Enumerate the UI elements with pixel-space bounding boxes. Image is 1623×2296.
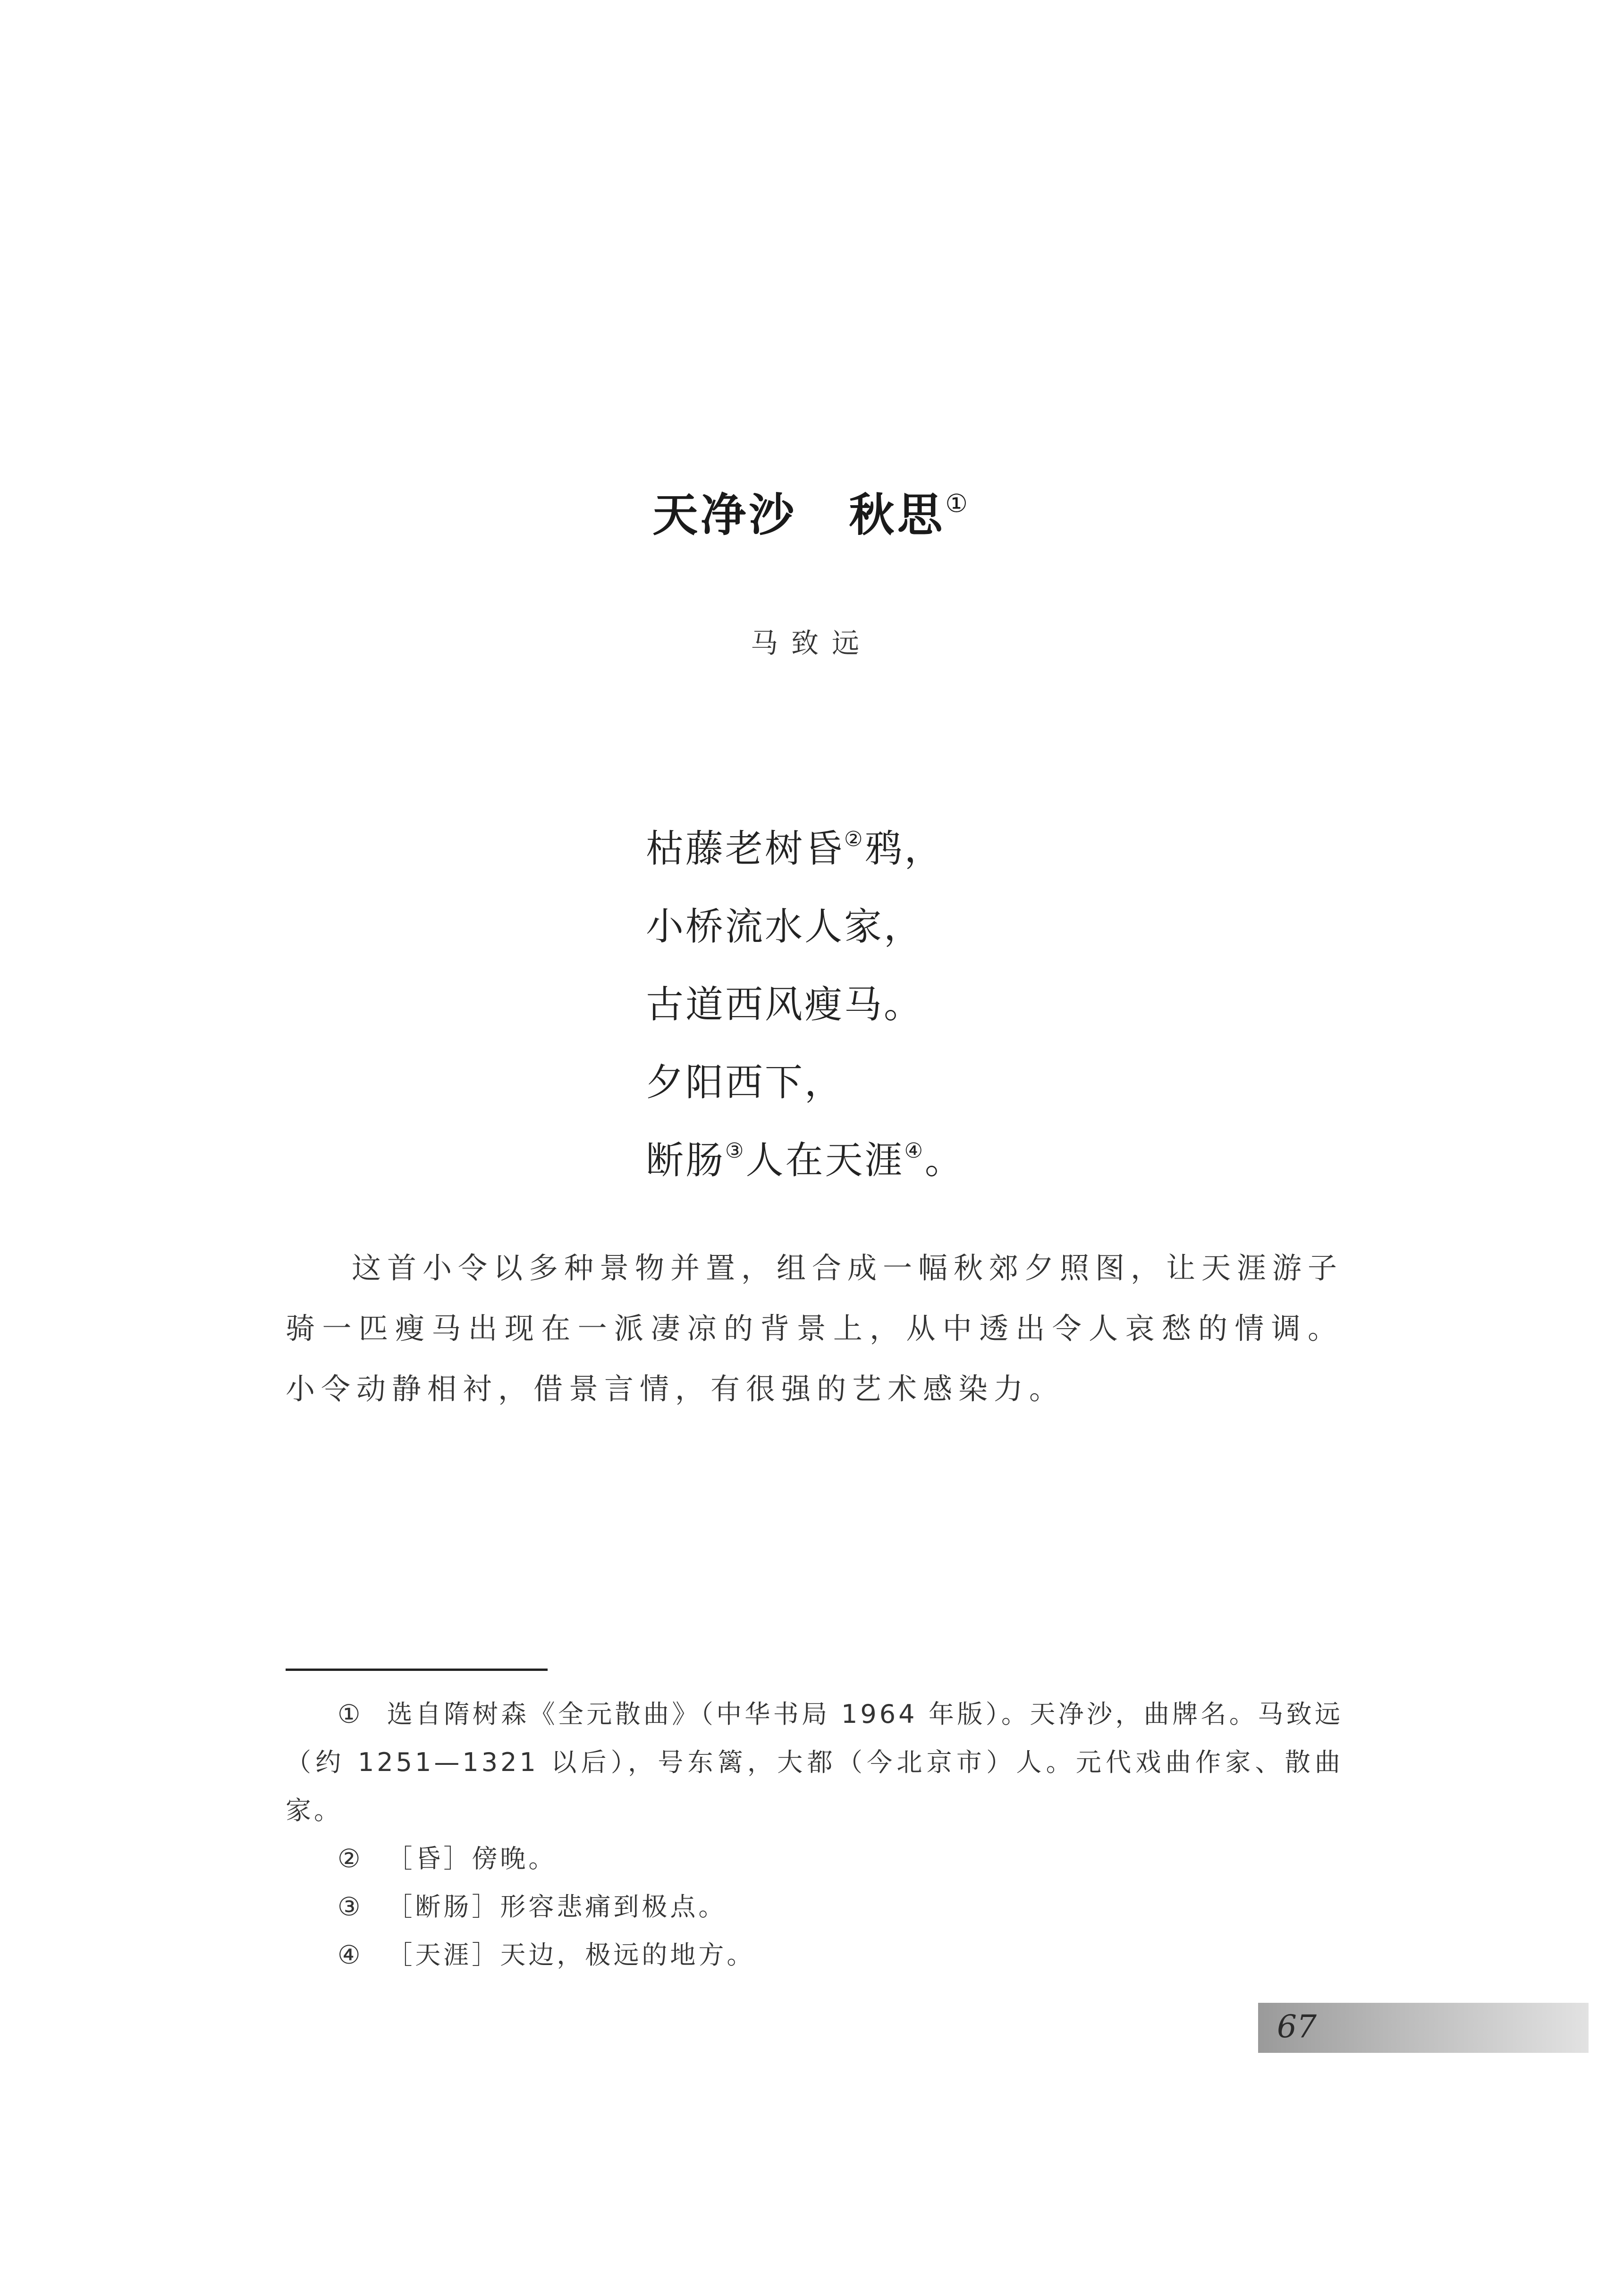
footnote-text: 选自隋树森《全元散曲》（中华书局 1964 年版）。天净沙，曲牌名。马致远（约 1251—1321 以后），号东篱，大都（今北京市）人。元代戏曲作家、散曲家。 [286,1699,1343,1825]
footnote-mark: ③ [338,1892,363,1922]
poem-line: 断肠③人在天涯④。 [646,1138,964,1182]
poem-body [646,805,964,1195]
footnote-mark: ② [338,1844,363,1873]
footnotes [286,1690,1343,1979]
footnote-ref: ④ [904,1139,925,1163]
poem-line: 小桥流水人家， [646,905,923,949]
footnote-item [286,1931,1343,1979]
footnote-item [286,1835,1343,1883]
page-number: 67 [1277,2008,1317,2045]
poem-line: 古道西风瘦马。 [646,983,923,1026]
poem-line: 夕阳西下， [646,1060,844,1104]
title-sub: 秋思 [849,488,946,542]
footnote-item [286,1883,1343,1931]
poem-line: 枯藤老树昏②鸦， [646,827,944,871]
footnote-item [286,1690,1343,1835]
footnote-ref: ② [844,827,865,851]
footnote-text: ［天涯］天边，极远的地方。 [387,1940,755,1970]
footnote-mark: ① [338,1699,363,1729]
footnote-ref: ③ [725,1139,746,1163]
footnote-mark: ④ [338,1940,363,1970]
title-footnote-mark: ① [945,489,971,518]
title-main: 天净沙 [652,488,797,542]
footnote-divider [286,1669,548,1671]
commentary-paragraph: 这首小令以多种景物并置，组合成一幅秋郊夕照图，让天涯游子骑一匹瘦马出现在一派凄凉的背景上，从中透出令人哀愁的情调。小令动静相衬，借景言情，有很强的艺术感染力。 [286,1251,1344,1406]
author-name: 马致远 [750,627,872,659]
poem-title [0,479,1623,544]
footnote-text: ［昏］傍晚。 [387,1844,557,1873]
page-number-tab [1258,2003,1589,2053]
footnote-text: ［断肠］形容悲痛到极点。 [387,1892,727,1922]
